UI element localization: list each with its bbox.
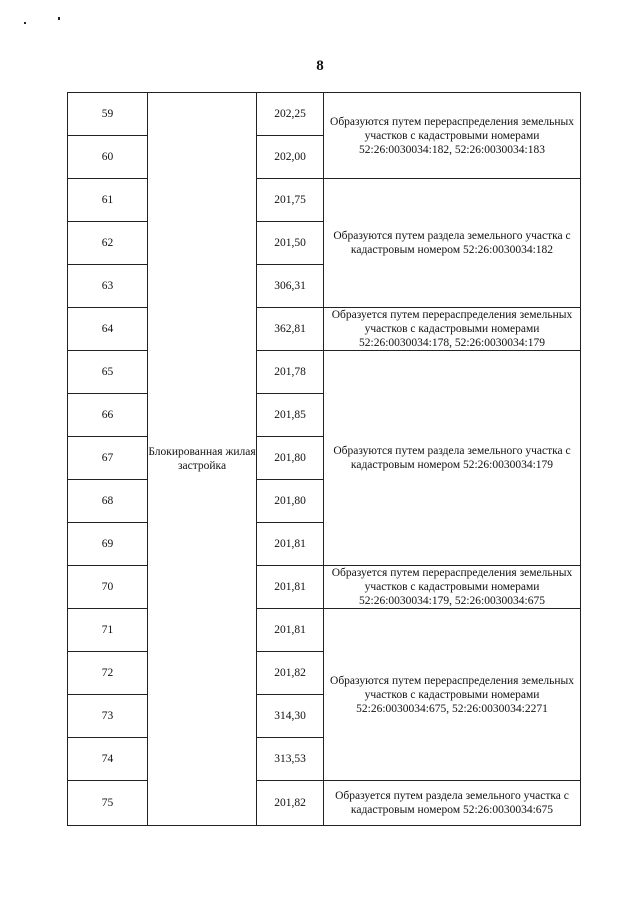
plot-area: 313,53 <box>257 738 324 781</box>
usage-type-cell: Блокированная жилая застройка <box>148 93 257 826</box>
formation-note: Образуется путем перераспределения земельных участков с кадастровыми номерами 52:26:0030034:178, 52:26:0030034:179 <box>324 308 581 351</box>
formation-note: Образуются путем перераспределения земельных участков с кадастровыми номерами 52:26:0030034:675, 52:26:0030034:2271 <box>324 609 581 781</box>
plot-number: 65 <box>68 351 148 394</box>
plot-area: 362,81 <box>257 308 324 351</box>
plot-number: 66 <box>68 394 148 437</box>
plot-number: 68 <box>68 480 148 523</box>
plot-area: 201,81 <box>257 609 324 652</box>
plot-number: 59 <box>68 93 148 136</box>
plot-area: 201,50 <box>257 222 324 265</box>
plot-number: 70 <box>68 566 148 609</box>
plot-number: 74 <box>68 738 148 781</box>
plot-area: 201,81 <box>257 523 324 566</box>
formation-note: Образуется путем раздела земельного участка с кадастровым номером 52:26:0030034:675 <box>324 781 581 826</box>
plot-area: 201,82 <box>257 652 324 695</box>
plot-number: 63 <box>68 265 148 308</box>
scan-speck <box>24 22 26 24</box>
plot-area: 201,82 <box>257 781 324 826</box>
formation-note: Образуются путем раздела земельного участка с кадастровым номером 52:26:0030034:179 <box>324 351 581 566</box>
plot-area: 201,85 <box>257 394 324 437</box>
table-row <box>68 308 581 351</box>
plot-area: 202,25 <box>257 93 324 136</box>
land-plots-table <box>67 92 581 826</box>
table-row <box>68 566 581 609</box>
plot-area: 201,75 <box>257 179 324 222</box>
table-row <box>68 781 581 826</box>
formation-note: Образуются путем перераспределения земельных участков с кадастровыми номерами 52:26:0030034:182, 52:26:0030034:183 <box>324 93 581 179</box>
plot-number: 72 <box>68 652 148 695</box>
formation-note: Образуется путем перераспределения земельных участков с кадастровыми номерами 52:26:0030034:179, 52:26:0030034:675 <box>324 566 581 609</box>
plot-area: 201,80 <box>257 480 324 523</box>
plot-area: 202,00 <box>257 136 324 179</box>
table-row <box>68 609 581 652</box>
plot-area: 306,31 <box>257 265 324 308</box>
formation-note: Образуются путем раздела земельного участка с кадастровым номером 52:26:0030034:182 <box>324 179 581 308</box>
plot-area: 201,78 <box>257 351 324 394</box>
plot-number: 67 <box>68 437 148 480</box>
table-row <box>68 179 581 222</box>
plot-area: 201,80 <box>257 437 324 480</box>
plot-number: 75 <box>68 781 148 826</box>
plot-number: 71 <box>68 609 148 652</box>
plot-number: 61 <box>68 179 148 222</box>
scan-speck <box>58 17 60 20</box>
plot-number: 64 <box>68 308 148 351</box>
plot-number: 60 <box>68 136 148 179</box>
plot-number: 69 <box>68 523 148 566</box>
table-row <box>68 351 581 394</box>
table-row <box>68 93 581 136</box>
page-number: 8 <box>316 58 324 74</box>
plot-number: 62 <box>68 222 148 265</box>
plot-number: 73 <box>68 695 148 738</box>
plot-area: 201,81 <box>257 566 324 609</box>
plot-area: 314,30 <box>257 695 324 738</box>
